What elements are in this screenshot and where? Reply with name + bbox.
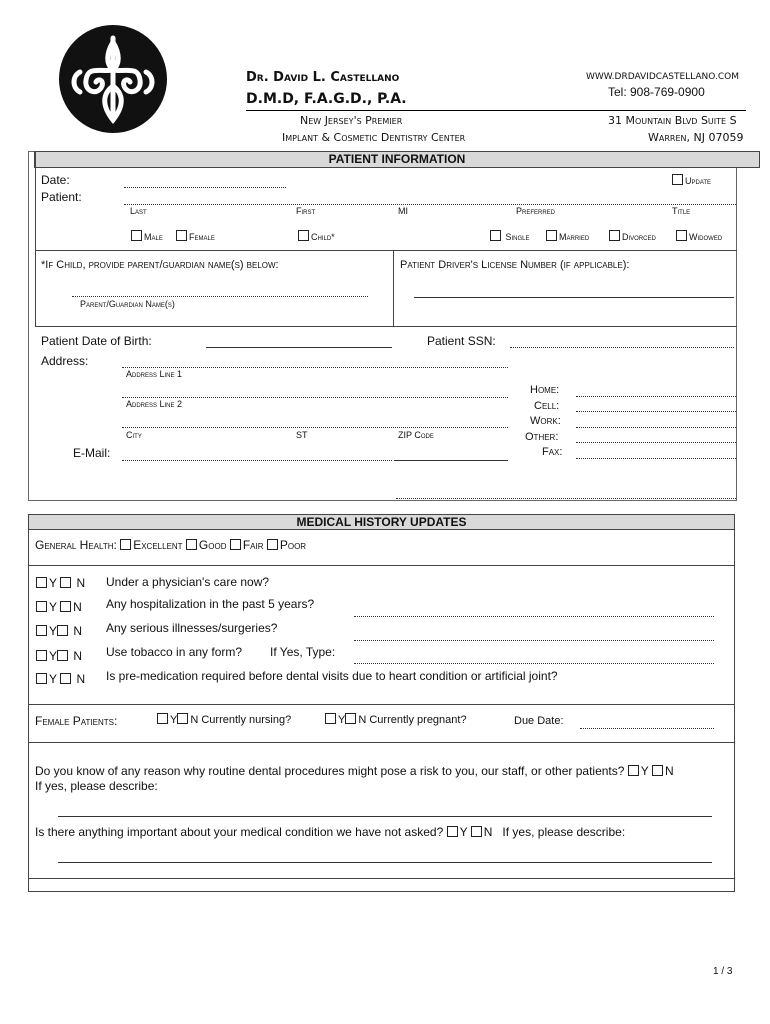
q4-field[interactable] xyxy=(354,663,714,664)
parent-guardian-label: Parent/Guardian Name(s) xyxy=(80,299,175,309)
important-question: Is there anything important about your medical condition we have not asked? Y N If yes, please describe: xyxy=(35,825,626,839)
patient-label: Patient: xyxy=(41,190,82,204)
work-phone-label: Work: xyxy=(530,415,561,427)
update-label: Update xyxy=(685,176,712,186)
address-line-2-field[interactable] xyxy=(122,397,508,398)
website: WWW.DRDAVIDCASTELLANO.COM xyxy=(586,72,739,82)
divider xyxy=(28,565,735,566)
divider xyxy=(28,878,735,879)
last-label: Last xyxy=(130,206,147,216)
q5-text: Is pre-medication required before dental visits due to heart condition or artificial joint? xyxy=(106,669,558,683)
doctor-name: Dr. David L. Castellano xyxy=(246,70,400,85)
q3-yn[interactable]: Y N xyxy=(36,624,82,638)
q1-text: Under a physician's care now? xyxy=(106,575,270,589)
risk-describe-label: If yes, please describe: xyxy=(35,779,158,793)
city-st-zip-field[interactable] xyxy=(122,427,508,428)
page-number: 1 / 3 xyxy=(713,966,733,977)
important-describe-field[interactable] xyxy=(58,862,712,863)
nursing-yn[interactable]: Y N Currently nursing? xyxy=(157,713,291,726)
cell-phone-field[interactable] xyxy=(576,411,736,412)
good-checkbox[interactable] xyxy=(186,539,197,550)
ssn-field[interactable] xyxy=(510,347,734,348)
address-label: Address: xyxy=(41,354,89,368)
male-checkbox[interactable]: Male xyxy=(131,230,163,242)
practice-logo xyxy=(58,24,168,134)
bottom-field-line xyxy=(396,498,736,499)
ssn-label: Patient SSN: xyxy=(427,334,496,348)
divorced-checkbox[interactable]: Divorced xyxy=(609,230,656,242)
divider xyxy=(28,704,735,705)
dob-field[interactable] xyxy=(206,347,392,348)
q1-yn[interactable]: Y N xyxy=(36,576,85,590)
important-no-checkbox[interactable] xyxy=(471,826,482,837)
date-field[interactable] xyxy=(124,187,286,188)
divider xyxy=(35,326,737,327)
work-phone-field[interactable] xyxy=(576,427,736,428)
other-phone-field[interactable] xyxy=(576,442,736,443)
fax-field[interactable] xyxy=(576,458,736,459)
female-checkbox[interactable]: Female xyxy=(176,230,215,242)
q2-yn[interactable]: Y N xyxy=(36,600,82,614)
q5-yn[interactable]: Y N xyxy=(36,672,85,686)
address-line-1-field[interactable] xyxy=(122,367,508,368)
other-phone-label: Other: xyxy=(525,431,559,443)
divider xyxy=(393,250,394,327)
child-checkbox[interactable]: Child* xyxy=(298,230,335,242)
q2-text: Any hospitalization in the past 5 years? xyxy=(106,597,315,611)
parent-guardian-field[interactable] xyxy=(72,296,368,297)
fax-label: Fax: xyxy=(542,446,563,458)
preferred-label: Preferred xyxy=(516,206,556,216)
dob-label: Patient Date of Birth: xyxy=(41,334,152,348)
home-phone-field[interactable] xyxy=(576,396,736,397)
female-patients-label: Female Patients: xyxy=(35,714,118,728)
divider xyxy=(35,151,36,327)
divider xyxy=(35,250,737,251)
mi-label: MI xyxy=(398,206,408,216)
phone: Tel: 908-769-0900 xyxy=(608,85,705,99)
header-rule xyxy=(246,110,746,111)
email-field-end[interactable] xyxy=(394,460,508,461)
q4-text: Use tobacco in any form? xyxy=(106,645,243,659)
patient-name-field[interactable] xyxy=(124,204,736,205)
if-child-label: *If Child, provide parent/guardian name(s) below: xyxy=(41,259,279,271)
first-label: First xyxy=(296,206,316,216)
risk-no-checkbox[interactable] xyxy=(652,765,663,776)
address-line-2: Warren, NJ 07059 xyxy=(648,131,744,144)
general-health-label: General Health: Excellent Good Fair Poor xyxy=(35,538,307,552)
fair-checkbox[interactable] xyxy=(230,539,241,550)
zip-label: ZIP Code xyxy=(398,430,434,440)
q4b-text: If Yes, Type: xyxy=(270,645,336,659)
q3-field[interactable] xyxy=(354,640,714,641)
important-yes-checkbox[interactable] xyxy=(447,826,458,837)
risk-describe-field[interactable] xyxy=(58,816,712,817)
excellent-checkbox[interactable] xyxy=(120,539,131,550)
address-line-1-label: Address Line 1 xyxy=(126,369,183,379)
drivers-license-label: Patient Driver's License Number (if applicable): xyxy=(400,259,630,271)
email-field[interactable] xyxy=(122,460,392,461)
address-line-1: 31 Mountain Blvd Suite S xyxy=(608,114,737,127)
drivers-license-field[interactable] xyxy=(414,297,734,298)
risk-yes-checkbox[interactable] xyxy=(628,765,639,776)
credentials: D.M.D, F.A.G.D., P.A. xyxy=(246,91,407,107)
title-label: Title xyxy=(672,206,691,216)
married-checkbox[interactable]: Married xyxy=(546,230,589,242)
divider xyxy=(28,742,735,743)
poor-checkbox[interactable] xyxy=(267,539,278,550)
widowed-checkbox[interactable]: Widowed xyxy=(676,230,722,242)
update-checkbox[interactable] xyxy=(672,174,711,186)
due-date-field[interactable] xyxy=(580,728,714,729)
cell-phone-label: Cell: xyxy=(534,400,560,412)
tagline-1: New Jersey's Premier xyxy=(300,114,403,127)
single-checkbox[interactable]: Single xyxy=(490,230,530,242)
address-line-2-label: Address Line 2 xyxy=(126,399,183,409)
email-label: E-Mail: xyxy=(73,446,111,460)
q3-text: Any serious illnesses/surgeries? xyxy=(106,621,278,635)
q4-yn[interactable]: Y N xyxy=(36,649,82,663)
date-label: Date: xyxy=(41,173,70,187)
patient-info-title: PATIENT INFORMATION xyxy=(34,151,760,168)
medical-history-title: MEDICAL HISTORY UPDATES xyxy=(28,514,735,530)
due-date-label: Due Date: xyxy=(514,715,564,727)
pregnant-yn[interactable]: Y N Currently pregnant? xyxy=(325,713,467,726)
home-phone-label: Home: xyxy=(530,384,560,396)
st-label: ST xyxy=(296,430,308,440)
city-label: City xyxy=(126,430,142,440)
risk-question: Do you know of any reason why routine dental procedures might pose a risk to you, our staff, or other patients? Y N xyxy=(35,764,674,778)
q2-field[interactable] xyxy=(354,616,714,617)
tagline-2: Implant & Cosmetic Dentistry Center xyxy=(282,131,466,144)
